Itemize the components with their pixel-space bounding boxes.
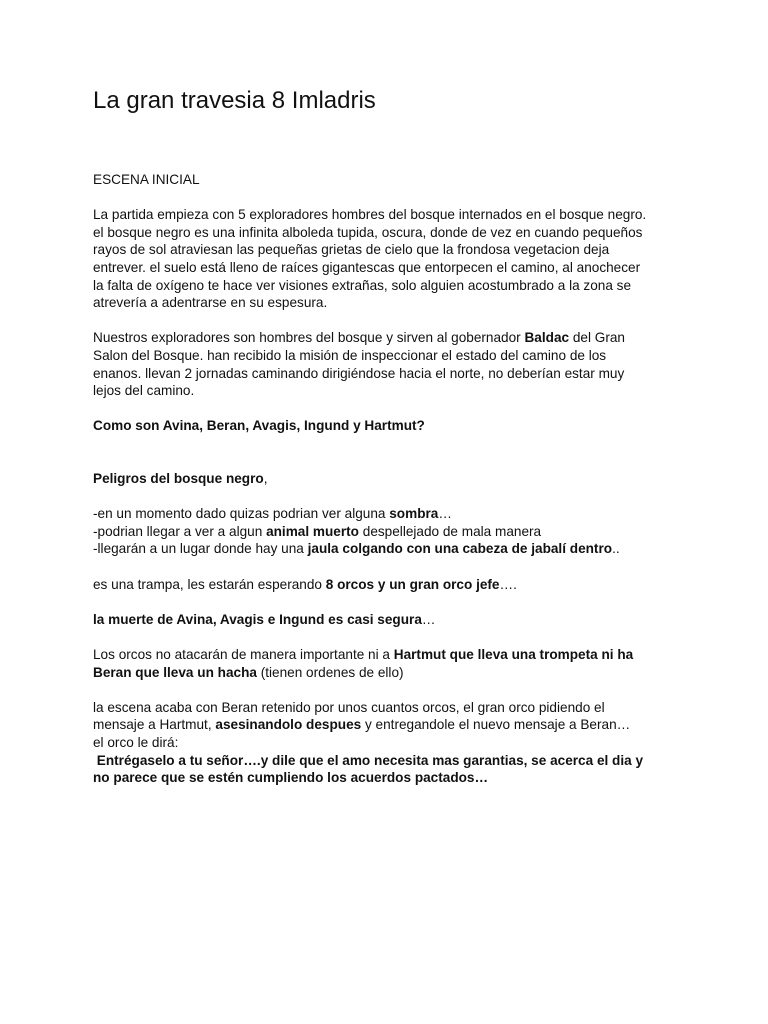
text-line: el bosque negro es una infinita alboleda tupida, oscura, donde de vez en cuando pequeños [93, 224, 643, 240]
text-line: Los orcos no atacarán de manera importante ni a Hartmut que lleva una trompeta ni ha [93, 647, 634, 663]
text-line: Beran que lleva un hacha (tienen ordenes de ello) [93, 664, 404, 680]
question-line: Como son Avina, Beran, Avagis, Ingund y Hartmut? [93, 418, 425, 434]
text-line: Nuestros exploradores son hombres del bosque y sirven al gobernador Baldac del Gran [93, 330, 625, 346]
list-item: -llegarán a un lugar donde hay una jaula colgando con una cabeza de jabalí dentro.. [93, 541, 620, 557]
text-line: atrevería a adentrarse en su espesura. [93, 295, 328, 311]
document-title: La gran travesia 8 Imladris [93, 87, 376, 114]
explorers-paragraph [93, 329, 683, 399]
text-line: el orco le dirá: [93, 735, 179, 750]
document-body [93, 171, 683, 787]
bold-text: Baldac [524, 330, 570, 346]
ending-paragraph [93, 699, 683, 787]
death-line: la muerte de Avina, Avagis e Ingund es casi segura… [93, 611, 436, 627]
list-item: -podrian llegar a ver a algun animal muerto despellejado de mala manera [93, 523, 542, 539]
text-line: lejos del camino. [93, 383, 195, 399]
text-line: La partida empieza con 5 exploradores hombres del bosque internados en el bosque negro. [93, 207, 647, 223]
text-line: rayos de sol atraviesan las pequeñas grietas de cielo que la frondosa vegetacion deja [93, 242, 610, 258]
text-line: la falta de oxígeno te hace ver visiones extrañas, solo alguien acostumbrado a la zona se [93, 277, 632, 293]
intro-paragraph [93, 206, 683, 312]
orcs-paragraph [93, 646, 683, 681]
text-line: Salon del Bosque. han recibido la misión de inspeccionar el estado del camino de los [93, 347, 607, 363]
scene-heading: ESCENA INICIAL [93, 172, 200, 187]
text-line: entrever. el suelo está lleno de raíces gigantescas que entorpecen el camino, al anochecer [93, 259, 641, 275]
list-item: -en un momento dado quizas podrian ver alguna sombra… [93, 506, 452, 522]
dangers-heading: Peligros del bosque negro, [93, 471, 268, 487]
dangers-list [93, 505, 683, 558]
orc-quote-line: Entrégaselo a tu señor….y dile que el amo necesita mas garantias, se acerca el dia y [93, 752, 644, 768]
trap-line: es una trampa, les estarán esperando 8 orcos y un gran orco jefe…. [93, 576, 517, 592]
text-line: la escena acaba con Beran retenido por unos cuantos orcos, el gran orco pidiendo el [93, 699, 605, 715]
orc-quote-line: no parece que se estén cumpliendo los acuerdos pactados… [93, 770, 489, 786]
text-line: enanos. llevan 2 jornadas caminando dirigiéndose hacia el norte, no deberían estar muy [93, 365, 625, 381]
text-line: mensaje a Hartmut, asesinandolo despues y entregandole el nuevo mensaje a Beran… [93, 717, 631, 733]
